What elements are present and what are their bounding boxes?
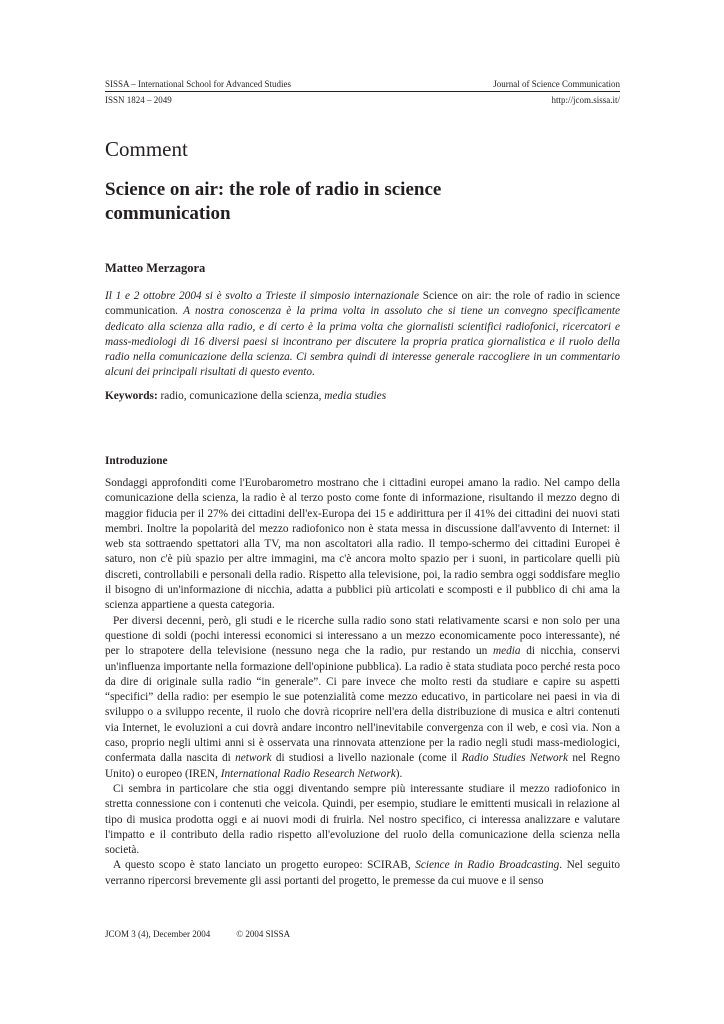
abstract (105, 289, 620, 381)
footer-citation: JCOM 3 (4), December 2004 (105, 929, 211, 939)
abstract-part2: . A nostra conoscenza è la prima volta in assoluto che si tiene un convegno specificamente dedicato alla scienza alla radio, e di certo è la prima volta che giornalisti scientifici radiofonici, ricercatori e mass-mediologi di 16 diversi paesi si incontrano per discutere la propria pratica giornalistica e il ruolo della radio nella comunicazione della scienza. Ci sembra quindi di interesse generale raccogliere in un commentario alcuni dei principali risultati di questo evento. (105, 305, 620, 379)
footer (105, 929, 290, 940)
header-rule (105, 91, 620, 92)
p4-text-a: A questo scopo è stato lanciato un progetto europeo: SCIRAB, (113, 859, 416, 872)
section-heading-introduzione: Introduzione (105, 455, 168, 467)
paragraph-2 (105, 614, 620, 782)
p4-italic-scirab: Science in Radio Broadcasting (415, 859, 560, 872)
keywords-italic: media studies (324, 390, 387, 402)
p2-italic-iren: International Radio Research Network (220, 767, 396, 780)
section-label: Comment (105, 137, 188, 161)
running-header-top (105, 79, 620, 90)
header-url[interactable]: http://jcom.sissa.it/ (551, 95, 620, 105)
p2-text-a: Per diversi decenni, però, gli studi e le ricerche sulla radio sono stati relativamente scarsi e non solo per una questione di soldi (pochi interessi economici si interessano a un mezzo economicamente poco interessante), né per lo strapotere della televisione (nessuno nega che la radio, pur restando un (105, 614, 620, 658)
keywords (105, 389, 620, 404)
keywords-plain: radio, comunicazione della scienza, (160, 390, 325, 402)
running-header-bottom (105, 95, 620, 106)
paragraph-3: Ci sembra in particolare che stia oggi diventando sempre più interessante studiare il mezzo radiofonico in stretta connessione con i contenuti che veicola. Quindi, per esempio, studiare le emittenti musicali in relazione al tipo di musica prodotta oggi e ai nuovi modi di fruirla. Nel nostro specifico, ci interessa analizzare e valutare l'impatto e il contributo della radio rispetto all'evoluzione del ruolo della comunicazione della scienza nella società. (105, 782, 620, 857)
author: Matteo Merzagora (105, 261, 206, 275)
paragraph-4 (105, 858, 620, 889)
header-issn: ISSN 1824 – 2049 (105, 95, 172, 105)
article-title: Science on air: the role of radio in science communication (105, 179, 442, 224)
abstract-symposium-title: Science on air: the role of radio in science communication (105, 290, 620, 318)
p2-text-c: di studiosi a livello nazionale (come il (271, 752, 462, 765)
p2-italic-media: media (492, 645, 521, 658)
keywords-label: Keywords: (105, 390, 158, 402)
paragraph-1: Sondaggi approfonditi come l'Eurobarometro mostrano che i cittadini europei amano la radio. Nel campo della comunicazione della scienza, la radio è al terzo posto come fonte di informazione, risultando il mezzo degno di maggior fiducia per il 27% dei cittadini dell'ex-Europa dei 15 e addirittura per il 41% dei cittadini dei nuovi stati membri. Inoltre la popolarità del mezzo radiofonico non è stata messa in discussione dall'avvento di Internet: il web sta sottraendo spettatori alla TV, ma non ascoltatori alla radio. Il tempo-schermo dei cittadini Europei è saturo, non c'è più spazio per altre immagini, ma c'è ancora molto spazio per i suoni, in particolare quelli più discreti, controllabili e personali della radio. Rispetto alla televisione, poi, la radio sembra oggi soddisfare meglio il bisogno di un'informazione di nicchia, adatta a pubblici più articolati e scomposti e il pubblico di chi ama la scienza appartiene a questa categoria. (105, 477, 620, 612)
body-text (105, 476, 620, 889)
p2-text-e: ). (395, 767, 403, 780)
footer-copyright: © 2004 SISSA (236, 929, 291, 939)
p2-text-d: nel Regno Unito) o europeo (IREN, (105, 752, 620, 780)
header-journal: Journal of Science Communication (493, 79, 620, 89)
p2-italic-rsn: Radio Studies Network (461, 752, 569, 765)
p2-text-b: di nicchia, conservi un'influenza importante nella formazione dell'opinione pubblica). La radio è stata studiata poco perché resta poco da dire di originale sulla radio “in generale”. Ci pare invece che molto resti da studiare e capire su aspetti “specifici” della radio: per esempio le sue potenzialità come mezzo educativo, in particolare nei paesi in via di sviluppo o a sviluppo recente, il ruolo che dovrà ricoprire nell'era della distribuzione di musica e altri contenuti via Internet, le evoluzioni a cui dovrà andare incontro nell'inevitabile convergenza con il web, e così via. Non a caso, proprio negli ultimi anni si è osservata una rinnovata attenzione per la radio negli studi mass-mediologici, confermata dalla nascita di (105, 645, 620, 765)
abstract-part1: Il 1 e 2 ottobre 2004 si è svolto a Trieste il simposio internazionale (105, 290, 423, 302)
header-org: SISSA – International School for Advanced Studies (105, 79, 291, 89)
p2-italic-network: network (235, 752, 272, 765)
p4-text-b: . Nel seguito verranno ripercorsi brevemente gli assi portanti del progetto, le premesse da cui muove e il senso (105, 859, 620, 887)
